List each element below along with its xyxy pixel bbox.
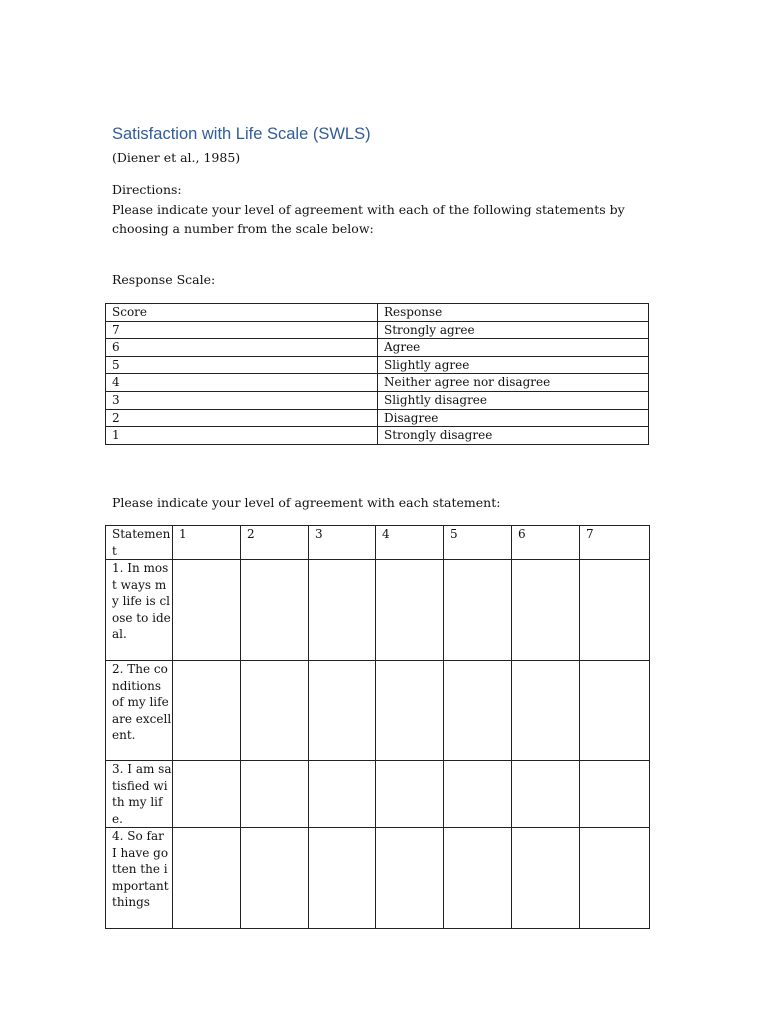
rating-cell[interactable] (309, 560, 376, 661)
header-score-7: 7 (580, 526, 650, 560)
scale-response: Slightly agree (378, 356, 649, 374)
scale-row (106, 427, 649, 445)
scale-response: Strongly agree (378, 321, 649, 339)
scale-score: 4 (106, 374, 378, 392)
rating-cell[interactable] (309, 761, 376, 828)
header-score-2: 2 (241, 526, 309, 560)
scale-response: Neither agree nor disagree (378, 374, 649, 392)
statement-text: 4. So far I have gotten the important things (106, 828, 173, 929)
scale-response: Agree (378, 339, 649, 357)
rating-cell[interactable] (444, 661, 512, 761)
rating-cell[interactable] (241, 661, 309, 761)
rating-cell[interactable] (512, 761, 580, 828)
header-statement: Statement (106, 526, 173, 560)
scale-header-row (106, 304, 649, 322)
rating-cell[interactable] (444, 560, 512, 661)
rating-cell[interactable] (173, 560, 241, 661)
rating-cell[interactable] (580, 761, 650, 828)
rating-header-row (106, 526, 650, 560)
scale-row (106, 356, 649, 374)
rating-cell[interactable] (309, 828, 376, 929)
scale-response: Slightly disagree (378, 391, 649, 409)
scale-response: Strongly disagree (378, 427, 649, 445)
rating-cell[interactable] (173, 828, 241, 929)
directions-label: Directions: (112, 182, 182, 197)
statement-row (106, 828, 650, 929)
scale-row (106, 321, 649, 339)
rating-cell[interactable] (241, 560, 309, 661)
scale-score: 6 (106, 339, 378, 357)
rating-cell[interactable] (241, 761, 309, 828)
scale-score: 5 (106, 356, 378, 374)
rating-cell[interactable] (580, 828, 650, 929)
header-score-5: 5 (444, 526, 512, 560)
header-score-4: 4 (376, 526, 444, 560)
header-score-3: 3 (309, 526, 376, 560)
rating-cell[interactable] (173, 761, 241, 828)
header-score-1: 1 (173, 526, 241, 560)
statement-prompt: Please indicate your level of agreement with each statement: (112, 495, 501, 510)
scale-row (106, 409, 649, 427)
scale-row (106, 374, 649, 392)
scale-score: 3 (106, 391, 378, 409)
rating-cell[interactable] (580, 560, 650, 661)
rating-cell[interactable] (580, 661, 650, 761)
statement-text: 3. I am satisfied with my life. (106, 761, 173, 828)
response-scale-table (105, 303, 649, 445)
statement-row (106, 761, 650, 828)
rating-cell[interactable] (376, 828, 444, 929)
statement-text: 2. The conditions of my life are excellent. (106, 661, 173, 761)
rating-cell[interactable] (512, 661, 580, 761)
citation: (Diener et al., 1985) (112, 150, 241, 165)
scale-row (106, 339, 649, 357)
scale-header-response: Response (378, 304, 649, 322)
rating-cell[interactable] (309, 661, 376, 761)
scale-score: 7 (106, 321, 378, 339)
rating-cell[interactable] (376, 761, 444, 828)
rating-cell[interactable] (444, 761, 512, 828)
scale-header-score: Score (106, 304, 378, 322)
statement-row (106, 661, 650, 761)
scale-row (106, 391, 649, 409)
rating-cell[interactable] (376, 560, 444, 661)
rating-cell[interactable] (512, 560, 580, 661)
statement-text: 1. In most ways my life is close to ideal. (106, 560, 173, 661)
directions-text: Please indicate your level of agreement with each of the following statements by choosing a number from the scale below: (112, 202, 625, 236)
statement-row (106, 560, 650, 661)
rating-cell[interactable] (512, 828, 580, 929)
scale-score: 1 (106, 427, 378, 445)
rating-cell[interactable] (241, 828, 309, 929)
rating-cell[interactable] (444, 828, 512, 929)
document-title: Satisfaction with Life Scale (SWLS) (112, 125, 371, 143)
response-scale-label: Response Scale: (112, 272, 216, 287)
scale-response: Disagree (378, 409, 649, 427)
header-score-6: 6 (512, 526, 580, 560)
rating-cell[interactable] (376, 661, 444, 761)
rating-table (105, 525, 650, 929)
rating-cell[interactable] (173, 661, 241, 761)
scale-score: 2 (106, 409, 378, 427)
